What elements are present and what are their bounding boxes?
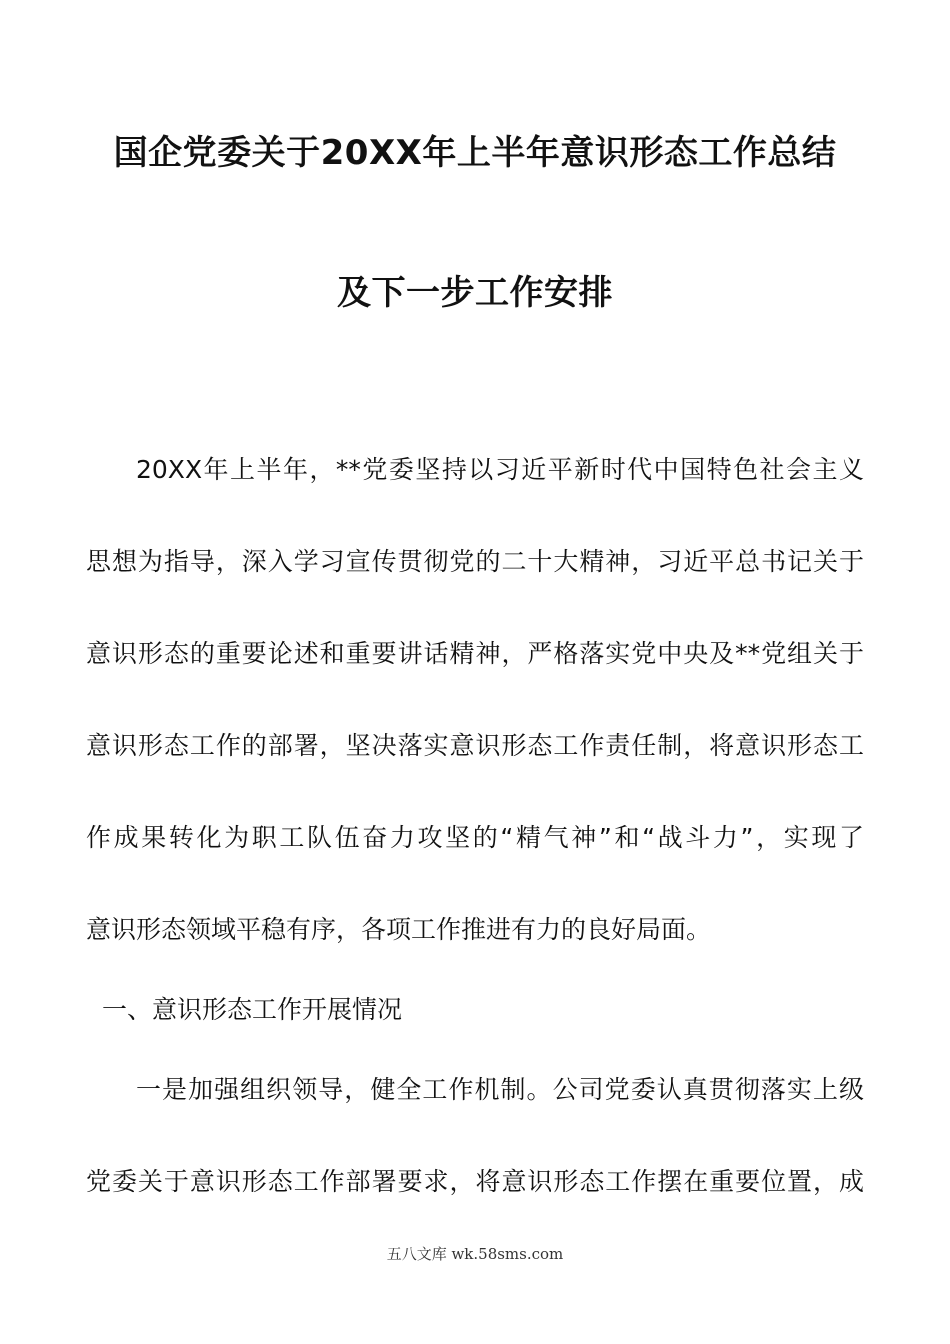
document-title-line-1: 国企党委关于20XX年上半年意识形态工作总结 [113, 133, 837, 173]
section-1-heading: 一、意识形态工作开展情况 [102, 995, 403, 1024]
intro-line-1: 20XX年上半年，**党委坚持以习近平新时代中国特色社会主义 [136, 455, 864, 484]
document-title-line-2: 及下一步工作安排 [337, 273, 613, 313]
intro-line-3: 意识形态的重要论述和重要讲话精神，严格落实党中央及**党组关于 [86, 639, 864, 668]
para-1-line-1: 一是加强组织领导，健全工作机制。公司党委认真贯彻落实上级 [136, 1075, 864, 1104]
intro-line-2: 思想为指导，深入学习宣传贯彻党的二十大精神，习近平总书记关于 [86, 547, 864, 576]
intro-line-5: 作成果转化为职工队伍奋力攻坚的“精气神”和“战斗力”，实现了 [86, 823, 864, 852]
para-1-line-2: 党委关于意识形态工作部署要求，将意识形态工作摆在重要位置，成 [86, 1167, 864, 1196]
footer-watermark: 五八文库 wk.58sms.com [386, 1245, 564, 1263]
intro-line-4: 意识形态工作的部署，坚决落实意识形态工作责任制，将意识形态工 [86, 731, 864, 760]
intro-line-6: 意识形态领域平稳有序，各项工作推进有力的良好局面。 [86, 915, 712, 944]
